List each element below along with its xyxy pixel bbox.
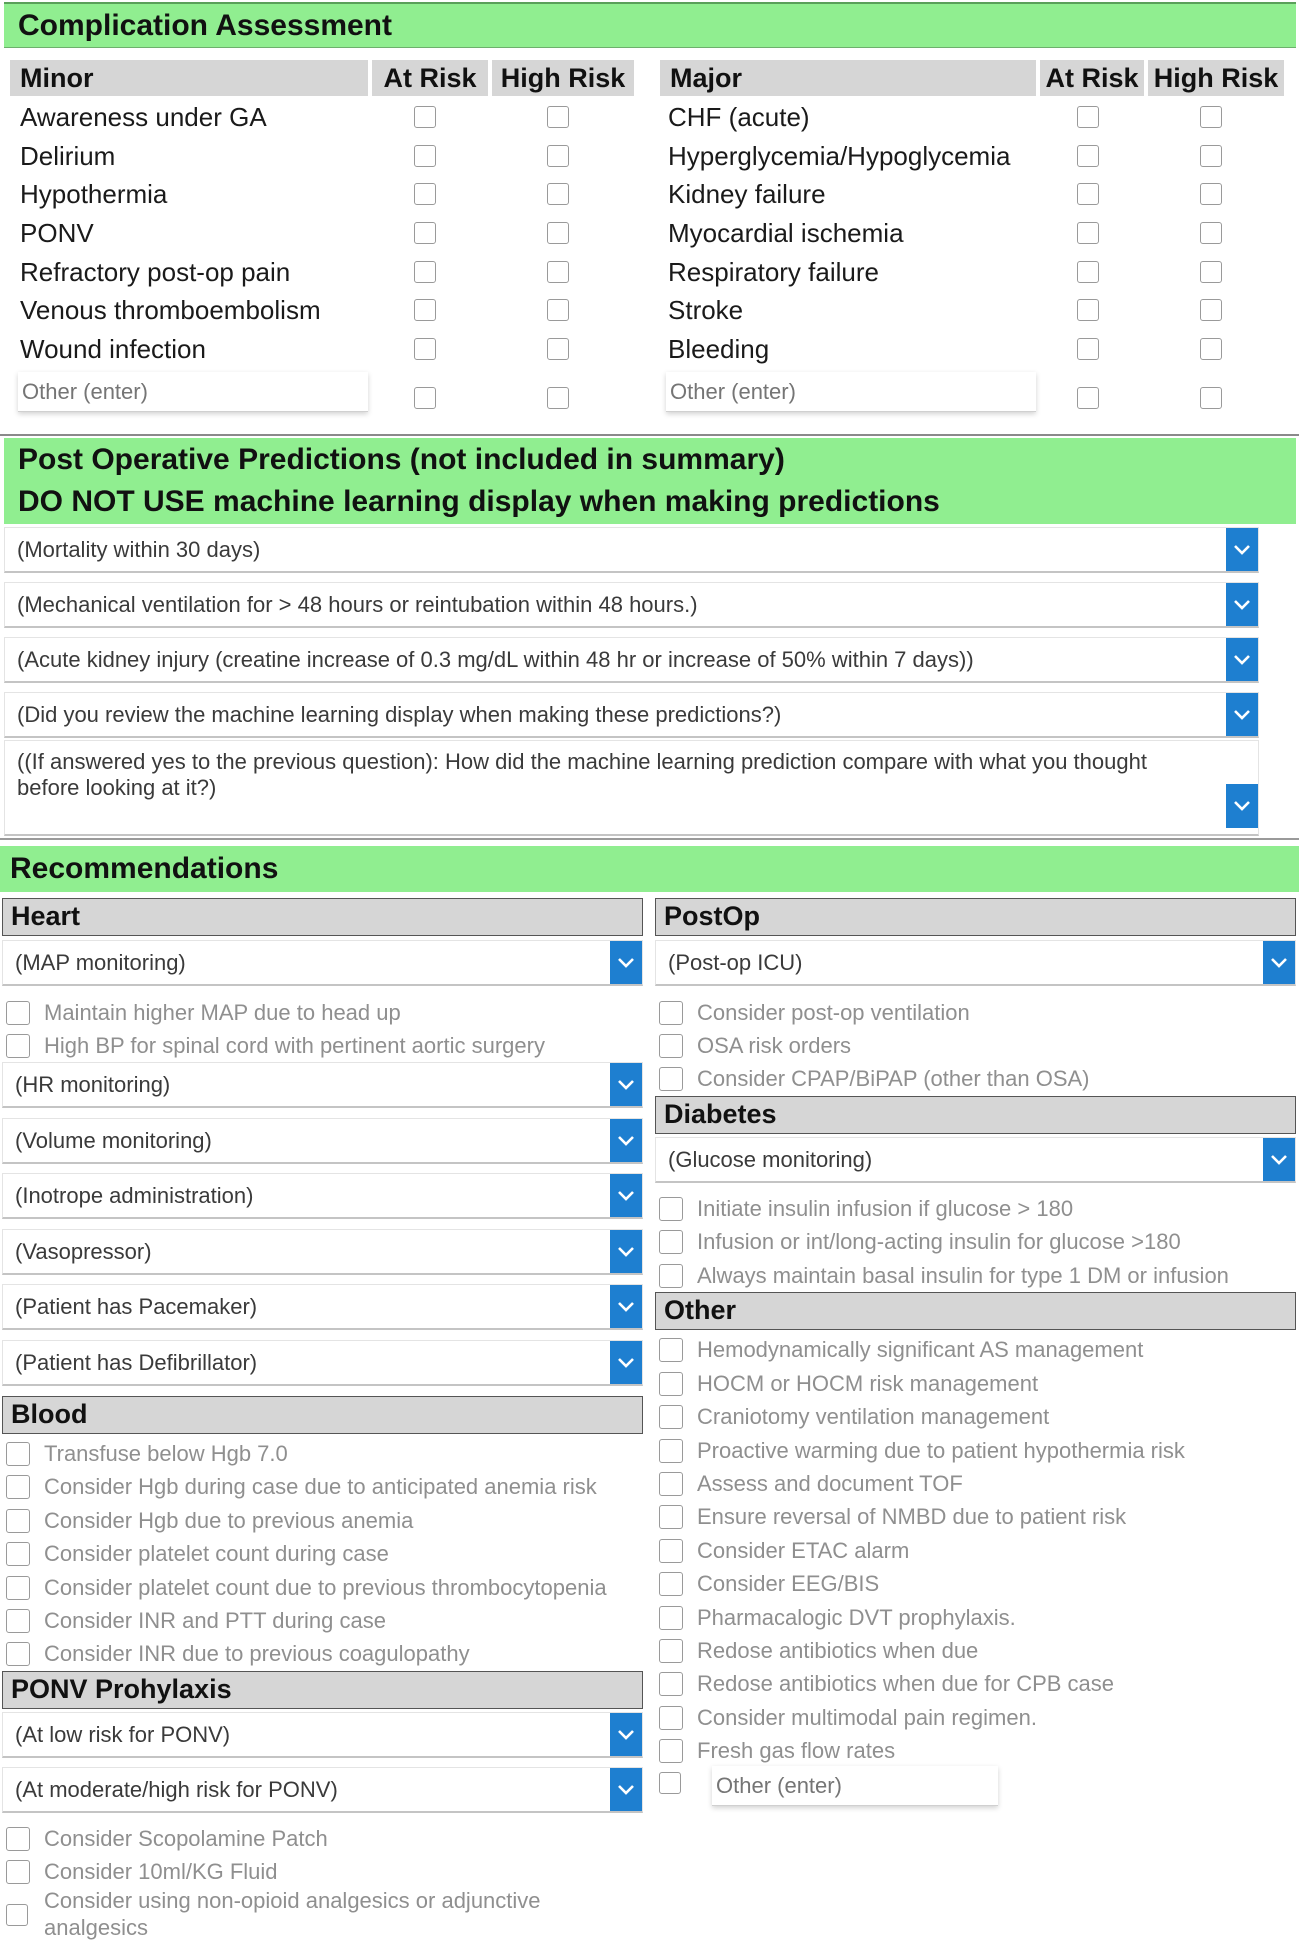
other-option-checkbox[interactable] — [659, 1572, 683, 1596]
postop-option-label: OSA risk orders — [697, 1032, 852, 1058]
chevron-down-icon — [617, 1784, 635, 1796]
heart-option-label: Maintain higher MAP due to head up — [44, 999, 401, 1025]
chevron-down-icon — [617, 1135, 635, 1147]
major-at-risk-checkbox[interactable] — [1077, 261, 1099, 283]
chevron-down-icon — [617, 957, 635, 969]
heart-dropdown-value: (Vasopressor) — [15, 1238, 152, 1264]
minor-item-label: PONV — [20, 218, 94, 248]
other-section-header: Other — [655, 1292, 1296, 1330]
major-high-risk-checkbox[interactable] — [1200, 261, 1222, 283]
blood-option[interactable] — [6, 1640, 470, 1667]
other-option[interactable] — [659, 1403, 1049, 1430]
heart-dropdown-toggle[interactable] — [610, 1174, 642, 1217]
major-high-risk-checkbox[interactable] — [1200, 145, 1222, 167]
heart-option[interactable] — [6, 1032, 545, 1059]
minor-high-risk-checkbox[interactable] — [547, 145, 569, 167]
ponv-option-checkbox[interactable] — [6, 1860, 30, 1884]
blood-option-checkbox[interactable] — [6, 1609, 30, 1633]
other-option[interactable] — [659, 1537, 909, 1564]
blood-option-label: Consider Hgb due to previous anemia — [44, 1507, 414, 1533]
heart-option-checkbox[interactable] — [6, 1001, 30, 1025]
blood-option[interactable] — [6, 1473, 597, 1500]
other-option-label: Hemodynamically significant AS management — [697, 1336, 1144, 1362]
other-option-label: Redose antibiotics when due — [697, 1637, 979, 1663]
major-item-label: Bleeding — [668, 334, 770, 364]
major-item-label: Myocardial ischemia — [668, 218, 904, 248]
minor-at-risk-checkbox[interactable] — [414, 145, 436, 167]
prediction-dropdown-toggle[interactable] — [1226, 784, 1258, 828]
prediction-dropdown[interactable] — [4, 637, 1259, 683]
minor-at-risk-checkbox[interactable] — [414, 183, 436, 205]
diabetes-option-label: Infusion or int/long-acting insulin for glucose >180 — [697, 1228, 1181, 1254]
blood-option[interactable] — [6, 1607, 386, 1634]
other-option-checkbox[interactable] — [659, 1739, 683, 1763]
prediction-dropdown-toggle[interactable] — [1226, 638, 1258, 681]
heart-dropdown-value: (Patient has Defibrillator) — [15, 1349, 258, 1375]
glucose-monitoring-dropdown-value: (Glucose monitoring) — [668, 1146, 873, 1172]
other-option[interactable] — [659, 1336, 1143, 1363]
postop-icu-dropdown-toggle[interactable] — [1263, 941, 1295, 984]
chevron-down-icon — [617, 1190, 635, 1202]
ponv-option-nonopioid[interactable] — [6, 1888, 606, 1942]
other-option-label: Consider EEG/BIS — [697, 1570, 880, 1596]
minor-header: Minor — [10, 60, 368, 96]
major-other-high-risk-checkbox[interactable] — [1200, 387, 1222, 409]
blood-option-checkbox[interactable] — [6, 1576, 30, 1600]
other-option-checkbox[interactable] — [659, 1539, 683, 1563]
minor-high-risk-checkbox[interactable] — [547, 261, 569, 283]
prediction-dropdown-value: ((If answered yes to the previous question): How did the machine learning prediction compare with what you thought before looking at it?) — [17, 749, 1147, 800]
major-item-label: Kidney failure — [668, 179, 826, 209]
blood-section-header: Blood — [2, 1396, 643, 1434]
diabetes-option-checkbox[interactable] — [659, 1230, 683, 1254]
other-option[interactable] — [659, 1570, 879, 1597]
postop-option-checkbox[interactable] — [659, 1067, 683, 1091]
map-monitoring-dropdown[interactable] — [2, 940, 643, 986]
other-option-checkbox[interactable] — [659, 1639, 683, 1663]
recommendations-title: Recommendations — [10, 852, 279, 885]
chevron-down-icon — [617, 1729, 635, 1741]
major-item-label: Hyperglycemia/Hypoglycemia — [668, 141, 1011, 171]
postop-section-header: PostOp — [655, 898, 1296, 936]
heart-option[interactable] — [6, 999, 401, 1026]
prediction-dropdown-value: (Mortality within 30 days) — [17, 536, 261, 562]
heart-section-header: Heart — [2, 898, 643, 936]
chevron-down-icon — [1233, 800, 1251, 812]
prediction-dropdown-toggle[interactable] — [1226, 583, 1258, 626]
major-high-risk-checkbox[interactable] — [1200, 106, 1222, 128]
diabetes-option-label: Always maintain basal insulin for type 1 DM or infusion — [697, 1262, 1229, 1288]
major-at-risk-checkbox[interactable] — [1077, 145, 1099, 167]
ponv-high-risk-dropdown-toggle[interactable] — [610, 1768, 642, 1811]
blood-option-checkbox[interactable] — [6, 1475, 30, 1499]
minor-other-high-risk-checkbox[interactable] — [547, 387, 569, 409]
minor-high-risk-checkbox[interactable] — [547, 183, 569, 205]
chevron-down-icon — [617, 1357, 635, 1369]
chevron-down-icon — [1233, 709, 1251, 721]
map-monitoring-dropdown-value: (MAP monitoring) — [15, 949, 186, 975]
blood-option-label: Consider platelet count during case — [44, 1540, 389, 1566]
heart-dropdown[interactable] — [2, 1284, 643, 1330]
major-at-risk-checkbox[interactable] — [1077, 222, 1099, 244]
minor-high-risk-checkbox[interactable] — [547, 299, 569, 321]
blood-option[interactable] — [6, 1540, 389, 1567]
complication-title: Complication Assessment — [18, 9, 392, 42]
other-option[interactable] — [659, 1604, 1016, 1631]
heart-dropdown-value: (Inotrope administration) — [15, 1182, 254, 1208]
minor-high-risk-checkbox[interactable] — [547, 106, 569, 128]
ponv-option-nonopioid-checkbox[interactable] — [6, 1904, 28, 1926]
other-option-checkbox[interactable] — [659, 1338, 683, 1362]
heart-dropdown-value: (Patient has Pacemaker) — [15, 1293, 258, 1319]
chevron-down-icon — [617, 1301, 635, 1313]
postop-option-checkbox[interactable] — [659, 1034, 683, 1058]
predictions-title-line2: DO NOT USE machine learning display when making predictions — [18, 485, 940, 518]
minor-at-risk-checkbox[interactable] — [414, 106, 436, 128]
postop-option-checkbox[interactable] — [659, 1001, 683, 1025]
other-option-checkbox[interactable] — [659, 1606, 683, 1630]
minor-item-label: Wound infection — [20, 334, 206, 364]
prediction-dropdown[interactable] — [4, 740, 1259, 836]
predictions-title-line1: Post Operative Predictions (not included in summary) — [18, 443, 785, 476]
heart-dropdown-value: (HR monitoring) — [15, 1071, 171, 1097]
other-option-label: Assess and document TOF — [697, 1470, 963, 1496]
other-option-checkbox[interactable] — [659, 1706, 683, 1730]
predictions-banner — [4, 438, 1296, 524]
diabetes-option-checkbox[interactable] — [659, 1264, 683, 1288]
major-at-risk-checkbox[interactable] — [1077, 338, 1099, 360]
blood-option[interactable] — [6, 1574, 607, 1601]
minor-high-risk-checkbox[interactable] — [547, 338, 569, 360]
ponv-high-risk-dropdown-value: (At moderate/high risk for PONV) — [15, 1776, 338, 1802]
ponv-option[interactable] — [6, 1858, 278, 1885]
heart-dropdown-value: (Volume monitoring) — [15, 1127, 212, 1153]
heart-dropdown-toggle[interactable] — [610, 1063, 642, 1106]
other-option[interactable] — [659, 1370, 1038, 1397]
heart-dropdown[interactable] — [2, 1118, 643, 1164]
other-option-label: Fresh gas flow rates — [697, 1737, 896, 1763]
chevron-down-icon — [1233, 544, 1251, 556]
minor-item-label: Awareness under GA — [20, 102, 267, 132]
prediction-dropdown[interactable] — [4, 582, 1259, 628]
recommendations-banner — [0, 846, 1299, 892]
major-high-risk-checkbox[interactable] — [1200, 183, 1222, 205]
blood-option-label: Transfuse below Hgb 7.0 — [44, 1440, 288, 1466]
minor-item-label: Delirium — [20, 141, 116, 171]
other-option[interactable] — [659, 1704, 1037, 1731]
major-at-risk-checkbox[interactable] — [1077, 183, 1099, 205]
major-high-risk-checkbox[interactable] — [1200, 222, 1222, 244]
blood-option-label: Consider platelet count due to previous thrombocytopenia — [44, 1574, 607, 1600]
ponv-high-risk-dropdown[interactable] — [2, 1767, 643, 1813]
chevron-down-icon — [1233, 599, 1251, 611]
complication-divider — [0, 434, 1299, 436]
ponv-option[interactable] — [6, 1825, 328, 1852]
other-option[interactable] — [659, 1670, 1114, 1697]
other-option[interactable] — [659, 1503, 1126, 1530]
glucose-monitoring-dropdown[interactable] — [655, 1137, 1296, 1183]
diabetes-option[interactable] — [659, 1228, 1181, 1255]
minor-item-label: Refractory post-op pain — [20, 257, 291, 287]
other-option[interactable] — [659, 1637, 978, 1664]
minor-at-risk-header: At Risk — [372, 60, 488, 96]
major-other-input[interactable] — [666, 372, 1036, 412]
postop-option[interactable] — [659, 999, 970, 1026]
blood-option-label: Consider Hgb during case due to anticipated anemia risk — [44, 1473, 597, 1499]
heart-dropdown[interactable] — [2, 1173, 643, 1219]
heart-option-checkbox[interactable] — [6, 1034, 30, 1058]
other-option-label: Proactive warming due to patient hypothermia risk — [697, 1437, 1185, 1463]
prediction-dropdown[interactable] — [4, 692, 1259, 738]
heart-dropdown-toggle[interactable] — [610, 1341, 642, 1384]
blood-option-checkbox[interactable] — [6, 1509, 30, 1533]
blood-option-label: Consider INR due to previous coagulopathy — [44, 1640, 470, 1666]
prediction-dropdown-value: (Mechanical ventilation for > 48 hours or reintubation within 48 hours.) — [17, 591, 698, 617]
postop-option[interactable] — [659, 1065, 1090, 1092]
minor-item-label: Venous thromboembolism — [20, 295, 321, 325]
other-option[interactable] — [659, 1470, 963, 1497]
other-option[interactable] — [659, 1737, 895, 1764]
other-option-checkbox[interactable] — [659, 1672, 683, 1696]
prediction-dropdown-value: (Did you review the machine learning display when making these predictions?) — [17, 701, 782, 727]
blood-option-label: Consider INR and PTT during case — [44, 1607, 386, 1633]
ponv-low-risk-dropdown-toggle[interactable] — [610, 1713, 642, 1756]
diabetes-option-checkbox[interactable] — [659, 1197, 683, 1221]
predictions-divider — [0, 838, 1299, 840]
chevron-down-icon — [1233, 654, 1251, 666]
prediction-dropdown-toggle[interactable] — [1226, 693, 1258, 736]
minor-other-at-risk-checkbox[interactable] — [414, 387, 436, 409]
ponv-low-risk-dropdown-value: (At low risk for PONV) — [15, 1721, 231, 1747]
diabetes-option[interactable] — [659, 1262, 1229, 1289]
other-enter-input[interactable] — [712, 1766, 998, 1806]
other-option-label: Redose antibiotics when due for CPB case — [697, 1670, 1115, 1696]
other-option[interactable] — [659, 1437, 1185, 1464]
minor-item-label: Hypothermia — [20, 179, 168, 209]
map-monitoring-dropdown-toggle[interactable] — [610, 941, 642, 984]
blood-option-checkbox[interactable] — [6, 1642, 30, 1666]
major-high-risk-header: High Risk — [1148, 60, 1284, 96]
blood-option-checkbox[interactable] — [6, 1542, 30, 1566]
ponv-option-checkbox[interactable] — [6, 1827, 30, 1851]
chevron-down-icon — [617, 1246, 635, 1258]
prediction-dropdown[interactable] — [4, 527, 1259, 573]
postop-option-label: Consider CPAP/BiPAP (other than OSA) — [697, 1065, 1090, 1091]
other-option-checkbox[interactable] — [659, 1505, 683, 1529]
diabetes-option[interactable] — [659, 1195, 1073, 1222]
other-option-label: HOCM or HOCM risk management — [697, 1370, 1039, 1396]
minor-at-risk-checkbox[interactable] — [414, 299, 436, 321]
minor-other-input[interactable] — [18, 372, 368, 412]
other-option-label: Consider ETAC alarm — [697, 1537, 910, 1563]
heart-dropdown[interactable] — [2, 1062, 643, 1108]
postop-icu-dropdown[interactable] — [655, 940, 1296, 986]
major-item-label: Stroke — [668, 295, 744, 325]
major-at-risk-header: At Risk — [1040, 60, 1144, 96]
major-at-risk-checkbox[interactable] — [1077, 106, 1099, 128]
blood-option-checkbox[interactable] — [6, 1442, 30, 1466]
major-other-at-risk-checkbox[interactable] — [1077, 387, 1099, 409]
other-option-checkbox[interactable] — [659, 1439, 683, 1463]
glucose-monitoring-dropdown-toggle[interactable] — [1263, 1138, 1295, 1181]
major-high-risk-checkbox[interactable] — [1200, 299, 1222, 321]
chevron-down-icon — [617, 1079, 635, 1091]
heart-dropdown-toggle[interactable] — [610, 1230, 642, 1273]
other-enter-checkbox[interactable] — [659, 1772, 681, 1794]
heart-dropdown-toggle[interactable] — [610, 1285, 642, 1328]
minor-high-risk-checkbox[interactable] — [547, 222, 569, 244]
other-option-label: Craniotomy ventilation management — [697, 1403, 1050, 1429]
complication-banner — [4, 2, 1296, 48]
heart-dropdown[interactable] — [2, 1340, 643, 1386]
heart-dropdown-toggle[interactable] — [610, 1119, 642, 1162]
minor-at-risk-checkbox[interactable] — [414, 338, 436, 360]
postop-option-label: Consider post-op ventilation — [697, 999, 970, 1025]
diabetes-section-header: Diabetes — [655, 1096, 1296, 1134]
other-option-label: Consider multimodal pain regimen. — [697, 1704, 1037, 1730]
chevron-down-icon — [1270, 957, 1288, 969]
ponv-option-label: Consider 10ml/KG Fluid — [44, 1858, 278, 1884]
major-header: Major — [660, 60, 1036, 96]
diabetes-option-label: Initiate insulin infusion if glucose > 180 — [697, 1195, 1074, 1221]
postop-icu-dropdown-value: (Post-op ICU) — [668, 949, 803, 975]
major-item-label: CHF (acute) — [668, 102, 810, 132]
ponv-option-nonopioid-label-line2: analgesics — [44, 1915, 148, 1940]
prediction-dropdown-toggle[interactable] — [1226, 528, 1258, 571]
minor-at-risk-checkbox[interactable] — [414, 261, 436, 283]
other-option-label: Ensure reversal of NMBD due to patient risk — [697, 1503, 1127, 1529]
heart-option-label: High BP for spinal cord with pertinent aortic surgery — [44, 1032, 545, 1058]
blood-option[interactable] — [6, 1507, 413, 1534]
prediction-dropdown-value: (Acute kidney injury (creatine increase of 0.3 mg/dL within 48 hr or increase of 50% within 7 days)) — [17, 646, 974, 672]
ponv-low-risk-dropdown[interactable] — [2, 1712, 643, 1758]
ponv-option-nonopioid-label-line1: Consider using non-opioid analgesics or adjunctive — [44, 1888, 541, 1913]
ponv-option-label: Consider Scopolamine Patch — [44, 1825, 328, 1851]
major-item-label: Respiratory failure — [668, 257, 879, 287]
major-at-risk-checkbox[interactable] — [1077, 299, 1099, 321]
postop-option[interactable] — [659, 1032, 851, 1059]
other-option-checkbox[interactable] — [659, 1472, 683, 1496]
major-high-risk-checkbox[interactable] — [1200, 338, 1222, 360]
other-option-label: Pharmacalogic DVT prophylaxis. — [697, 1604, 1016, 1630]
chevron-down-icon — [1270, 1154, 1288, 1166]
ponv-section-header: PONV Prohylaxis — [2, 1671, 643, 1709]
other-option-checkbox[interactable] — [659, 1372, 683, 1396]
minor-high-risk-header: High Risk — [492, 60, 634, 96]
heart-dropdown[interactable] — [2, 1229, 643, 1275]
other-option-checkbox[interactable] — [659, 1405, 683, 1429]
blood-option[interactable] — [6, 1440, 288, 1467]
minor-at-risk-checkbox[interactable] — [414, 222, 436, 244]
